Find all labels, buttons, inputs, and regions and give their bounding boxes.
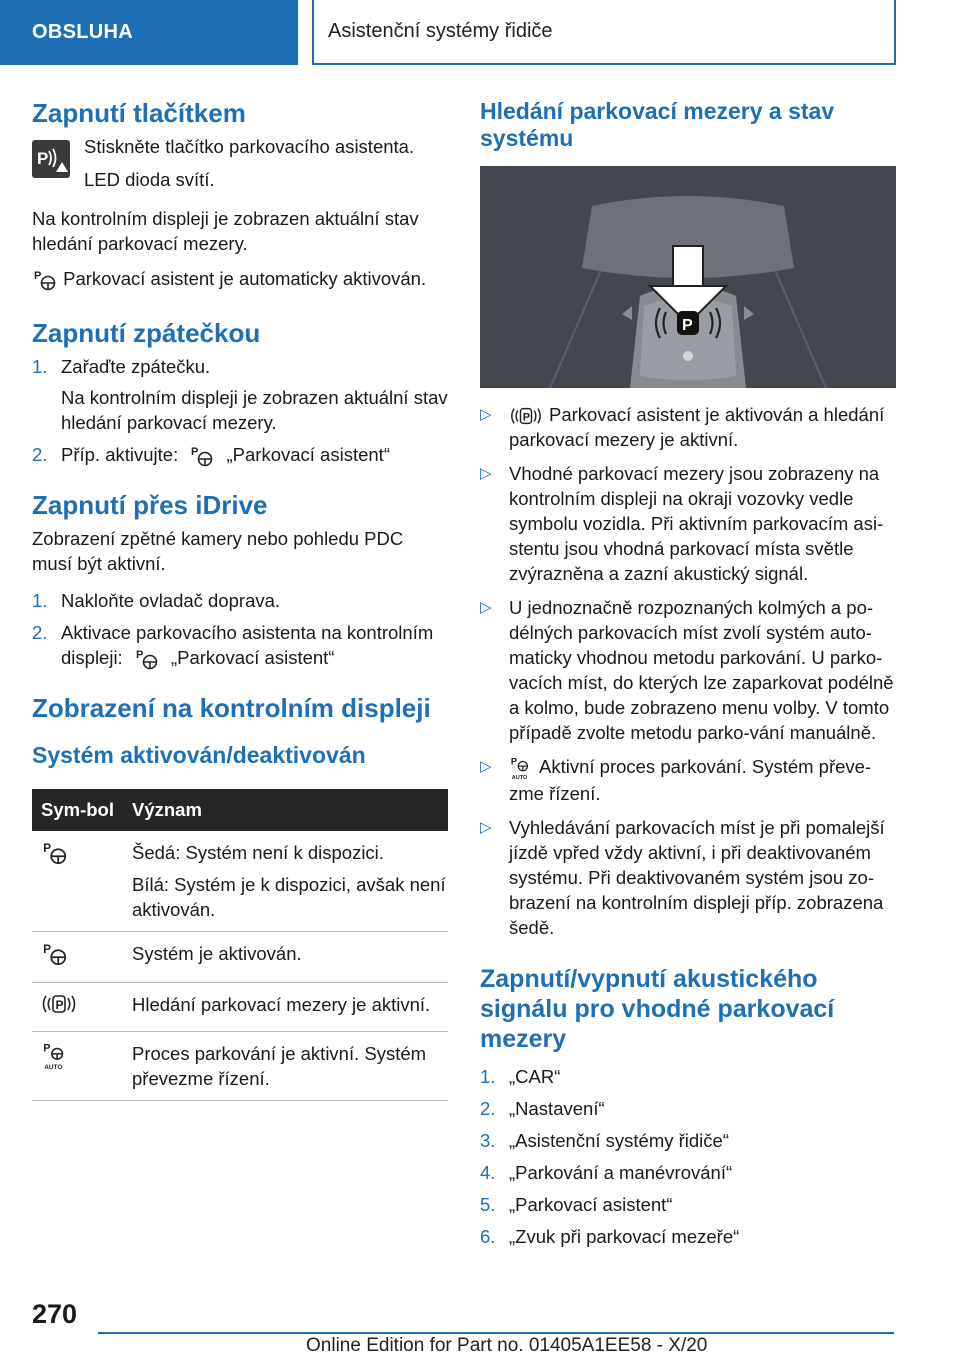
parking-auto-icon: [509, 755, 533, 781]
instruction-press-button: Stiskněte tlačítko parkovacího asistenta.: [84, 136, 415, 157]
bullet-text: U jednoznačně rozpoznaných kolmých a po-délných parkovacích míst zvolí systém auto-maticky vhodnou metodu parkování. U parko-vacích míst, do kterých lze zaparkovat podélně a kolmo, bude zobrazeno menu volby. V tomto případě zvolte metodu parko-vání manuálně.: [509, 597, 894, 744]
auto-label: AUTO: [44, 1064, 63, 1072]
parking-display-illustration: [480, 166, 896, 388]
col-symbol-header: Sym-bol: [32, 789, 123, 831]
step-number: 2.: [480, 1098, 496, 1120]
step-text: „Nastavení“: [509, 1098, 605, 1120]
auto-label: AUTO: [511, 775, 528, 782]
list-item: [480, 402, 900, 452]
heading-idrive-activation: Zapnutí přes iDrive: [32, 490, 268, 521]
table-row: [32, 932, 448, 983]
step-text: „Parkovací asistent“: [509, 1194, 673, 1216]
section-tab: [0, 0, 298, 65]
bullet-triangle-icon: ▷: [480, 758, 492, 776]
heading-reverse-activation: Zapnutí zpátečkou: [32, 318, 261, 349]
step-text: „CAR“: [509, 1066, 561, 1088]
table-row: [32, 983, 448, 1032]
svg-text:P: P: [510, 756, 518, 767]
bullet-text: Vhodné parkovací mezery jsou zobrazeny na kontrolním displeji na okraji vozovky vedle symbolu vozidla. Při aktivním parkovacím asi-stentu jsou vhodná parkovací místa světle zvýrazněna a zazní akustický signál.: [509, 463, 884, 585]
svg-text:P: P: [682, 317, 693, 334]
meaning-text: Šedá: Systém není k dispozici.: [132, 842, 384, 864]
meaning-text: Bílá: Systém je k dispozici, avšak není aktivován.: [132, 874, 446, 921]
section-label: OBSLUHA: [32, 21, 133, 43]
table-header-row: [32, 789, 448, 831]
step-text: Aktivace parkovacího asistenta na kontrolním displeji:: [61, 622, 434, 669]
heading-display: Zobrazení na kontrolním displeji: [32, 693, 431, 724]
step-number: 1.: [32, 590, 48, 612]
step-number: 2.: [32, 622, 48, 644]
list-item: [480, 595, 900, 745]
step-number: 2.: [32, 444, 48, 466]
auto-activated-note: [32, 266, 448, 292]
list-item: [480, 1192, 900, 1217]
list-item: [480, 1128, 900, 1153]
col-meaning-header: Význam: [123, 789, 448, 831]
list-item: [480, 1160, 900, 1185]
chapter-title: Asistenční systémy řidiče: [328, 20, 553, 42]
bullet-triangle-icon: ▷: [480, 465, 492, 483]
list-item: [32, 588, 448, 613]
svg-text:P: P: [34, 270, 42, 283]
list-item: [32, 354, 448, 435]
list-item: [480, 1224, 900, 1249]
parking-button-icon: [32, 140, 70, 178]
chapter-header: [312, 0, 896, 65]
footer-divider: [98, 1332, 894, 1334]
list-item: [480, 754, 900, 806]
step-number: 3.: [480, 1130, 496, 1152]
heading-acoustic-signal: Zapnutí/vypnutí akustického signálu pro vhodné parkovací mezery: [480, 965, 835, 1054]
list-item: [32, 442, 448, 468]
svg-text:P: P: [43, 1043, 51, 1056]
parking-assistant-icon: [41, 941, 69, 967]
subheading-system-state: Systém aktivován/deaktivován: [32, 742, 366, 769]
heading-parking-search: Hledání parkovací mezery a stav systému: [480, 98, 835, 151]
heading-button-activation: Zapnutí tlačítkem: [32, 98, 246, 128]
bullet-triangle-icon: ▷: [480, 819, 492, 837]
step-text: Příp. aktivujte:: [61, 444, 179, 466]
step-text: „Zvuk při parkovací mezeře“: [509, 1226, 740, 1248]
step-text: „Asistenční systémy řidiče“: [509, 1130, 729, 1152]
idrive-precondition: Zobrazení zpětné kamery nebo pohledu PDC musí být aktivní.: [32, 528, 404, 575]
parking-assistant-icon: [41, 840, 69, 866]
svg-text:P: P: [522, 411, 531, 424]
bullet-text: Aktivní proces parkování. Systém převe-zme řízení.: [509, 756, 872, 805]
menu-item-label: „Parkovací asistent“: [170, 647, 335, 669]
step-number: 1.: [480, 1066, 496, 1088]
list-item: [480, 815, 900, 940]
step-number: 1.: [32, 356, 48, 378]
parking-assistant-icon: [32, 268, 58, 292]
parking-search-icon: [41, 992, 77, 1016]
menu-item-label: „Parkovací asistent“: [226, 444, 390, 466]
svg-text:P: P: [43, 841, 52, 856]
auto-activated-text: Parkovací asistent je automaticky aktivován.: [63, 268, 427, 289]
acoustic-steps: [480, 1064, 900, 1249]
bullet-text: Parkovací asistent je aktivován a hledání parkovací mezery je aktivní.: [509, 404, 885, 451]
led-note: LED dioda svítí.: [84, 169, 215, 190]
meaning-text: Hledání parkovací mezery je aktivní.: [123, 983, 448, 1032]
step-number: 5.: [480, 1194, 496, 1216]
step-text: Nakloňte ovladač doprava.: [61, 590, 281, 612]
list-item: [480, 461, 900, 586]
meaning-text: Proces parkování je aktivní. Systém převezme řízení.: [123, 1032, 448, 1101]
step-subtext: Na kontrolním displeji je zobrazen aktuální stav hledání parkovací mezery.: [61, 387, 448, 434]
parking-auto-icon: [41, 1041, 69, 1071]
symbol-table: [32, 789, 448, 1101]
idrive-steps: [32, 588, 448, 671]
reverse-steps: [32, 354, 448, 468]
edition-footer: Online Edition for Part no. 01405A1EE58 - X/20: [306, 1335, 708, 1356]
svg-text:P: P: [135, 649, 144, 662]
table-row: [32, 831, 448, 932]
bullet-triangle-icon: ▷: [480, 406, 492, 423]
parking-assistant-icon: [132, 647, 162, 671]
display-status-para: Na kontrolním displeji je zobrazen aktuální stav hledání parkovací mezery.: [32, 208, 419, 254]
left-column: [32, 98, 448, 1101]
parking-search-icon: [509, 405, 543, 427]
svg-text:P: P: [55, 998, 64, 1013]
page-number: 270: [32, 1299, 78, 1329]
svg-text:P: P: [43, 942, 52, 957]
step-text: Zařaďte zpátečku.: [61, 356, 211, 378]
table-row: [32, 1032, 448, 1101]
bullet-triangle-icon: ▷: [480, 599, 492, 617]
step-number: 6.: [480, 1226, 496, 1248]
svg-text:P: P: [37, 149, 49, 168]
list-item: [480, 1096, 900, 1121]
step-number: 4.: [480, 1162, 496, 1184]
step-text: „Parkování a manévrování“: [509, 1162, 733, 1184]
meaning-text: Systém je aktivován.: [123, 932, 448, 983]
right-column: [480, 98, 900, 1256]
bullet-text: Vyhledávání parkovacích míst je při pomalejší jízdě vpřed vždy aktivní, i při deaktivovaném systému. Při deaktivovaném systém jsou zo-brazení na kontrolním displeji příp. zobrazena šedě.: [509, 817, 885, 939]
button-instruction: [32, 134, 448, 192]
status-bullets: [480, 402, 900, 940]
parking-assistant-icon: [187, 444, 217, 468]
list-item: [480, 1064, 900, 1089]
list-item: [32, 620, 448, 671]
svg-text:P: P: [191, 446, 199, 459]
